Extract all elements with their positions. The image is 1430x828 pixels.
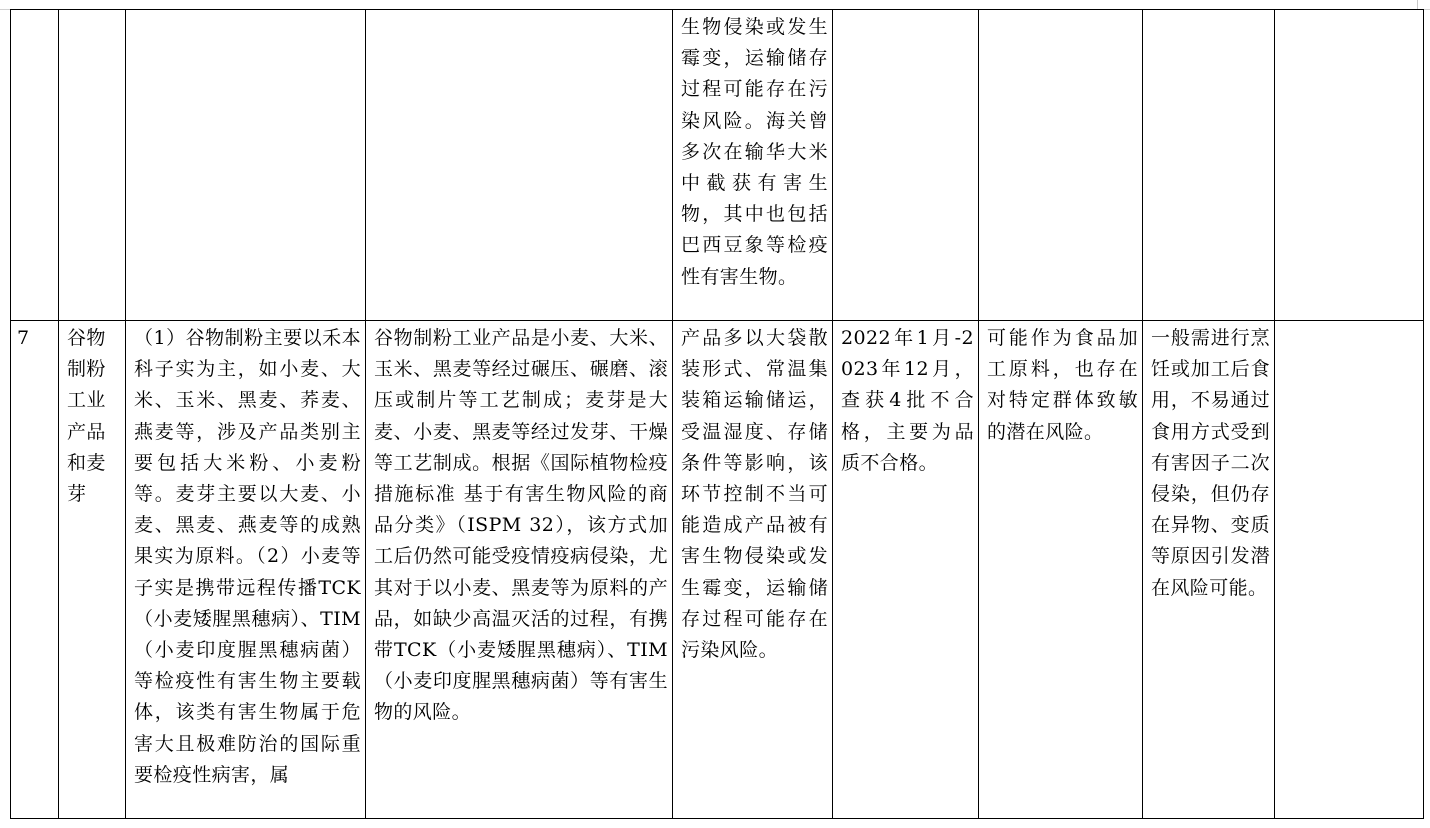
cell-usage-risk: 可能作为食品加工原料，也存在对特定群体致敏的潜在风险。 [979,321,1143,819]
cell-consumption: 一般需进行烹饪或加工后食用，不易通过食用方式受到有害因子二次侵染，但仍存在异物、变质等原因引发潜在风险可能。 [1143,321,1275,819]
cell-consumption [1143,10,1275,321]
cell-transport: 产品多以大袋散装形式、常温集装箱运输储运，受温湿度、存储条件等影响，该环节控制不当可能造成产品被有害生物侵染或发生霉变，运输储存过程可能存在污染风险。 [673,321,833,819]
cell-processing: 谷物制粉工业产品是小麦、大米、玉米、黑麦等经过碾压、碾磨、滚压或制片等工艺制成；麦芽是大麦、小麦、黑麦等经过发芽、干燥等工艺制成。根据《国际植物检疫措施标准 基于有害生物风险的商品分类》（ISPM 32），该方式加工后仍然可能受疫情疫病侵染，尤其对于以小麦、黑麦等为原料的产品，如缺少高温灭活的过程，有携带TCK（小麦矮腥黑穗病）、TIM（小麦印度腥黑穗病菌）等有害生物的风险。 [366,321,673,819]
cell-category [59,10,126,321]
cell-description: （1）谷物制粉主要以禾本科子实为主，如小麦、大米、玉米、黑麦、荞麦、燕麦等，涉及产品类别主要包括大米粉、小麦粉等。麦芽主要以大麦、小麦、黑麦、燕麦等的成熟果实为原料。（2）小麦等子实是携带远程传播TCK（小麦矮腥黑穗病）、TIM（小麦印度腥黑穗病菌）等检疫性有害生物主要载体，该类有害生物属于危害大且极难防治的国际重要检疫性病害，属 [126,321,366,819]
risk-assessment-table [10,9,1424,819]
cell-inspection-record: 2022年1月-2023年12月，查获4批不合格，主要为品质不合格。 [833,321,979,819]
cell-extra [1275,321,1424,819]
cell-description [126,10,366,321]
cell-transport: 生物侵染或发生霉变，运输储存过程可能存在污染风险。海关曾多次在输华大米中截获有害生物，其中也包括巴西豆象等检疫性有害生物。 [673,10,833,321]
cell-index [11,10,59,321]
cell-inspection-record [833,10,979,321]
cell-category: 谷物制粉工业产品和麦芽 [59,321,126,819]
table-row [11,321,1424,819]
cell-processing [366,10,673,321]
cell-usage-risk [979,10,1143,321]
table-row-continued [11,10,1424,321]
cell-index: 7 [11,321,59,819]
cell-extra [1275,10,1424,321]
